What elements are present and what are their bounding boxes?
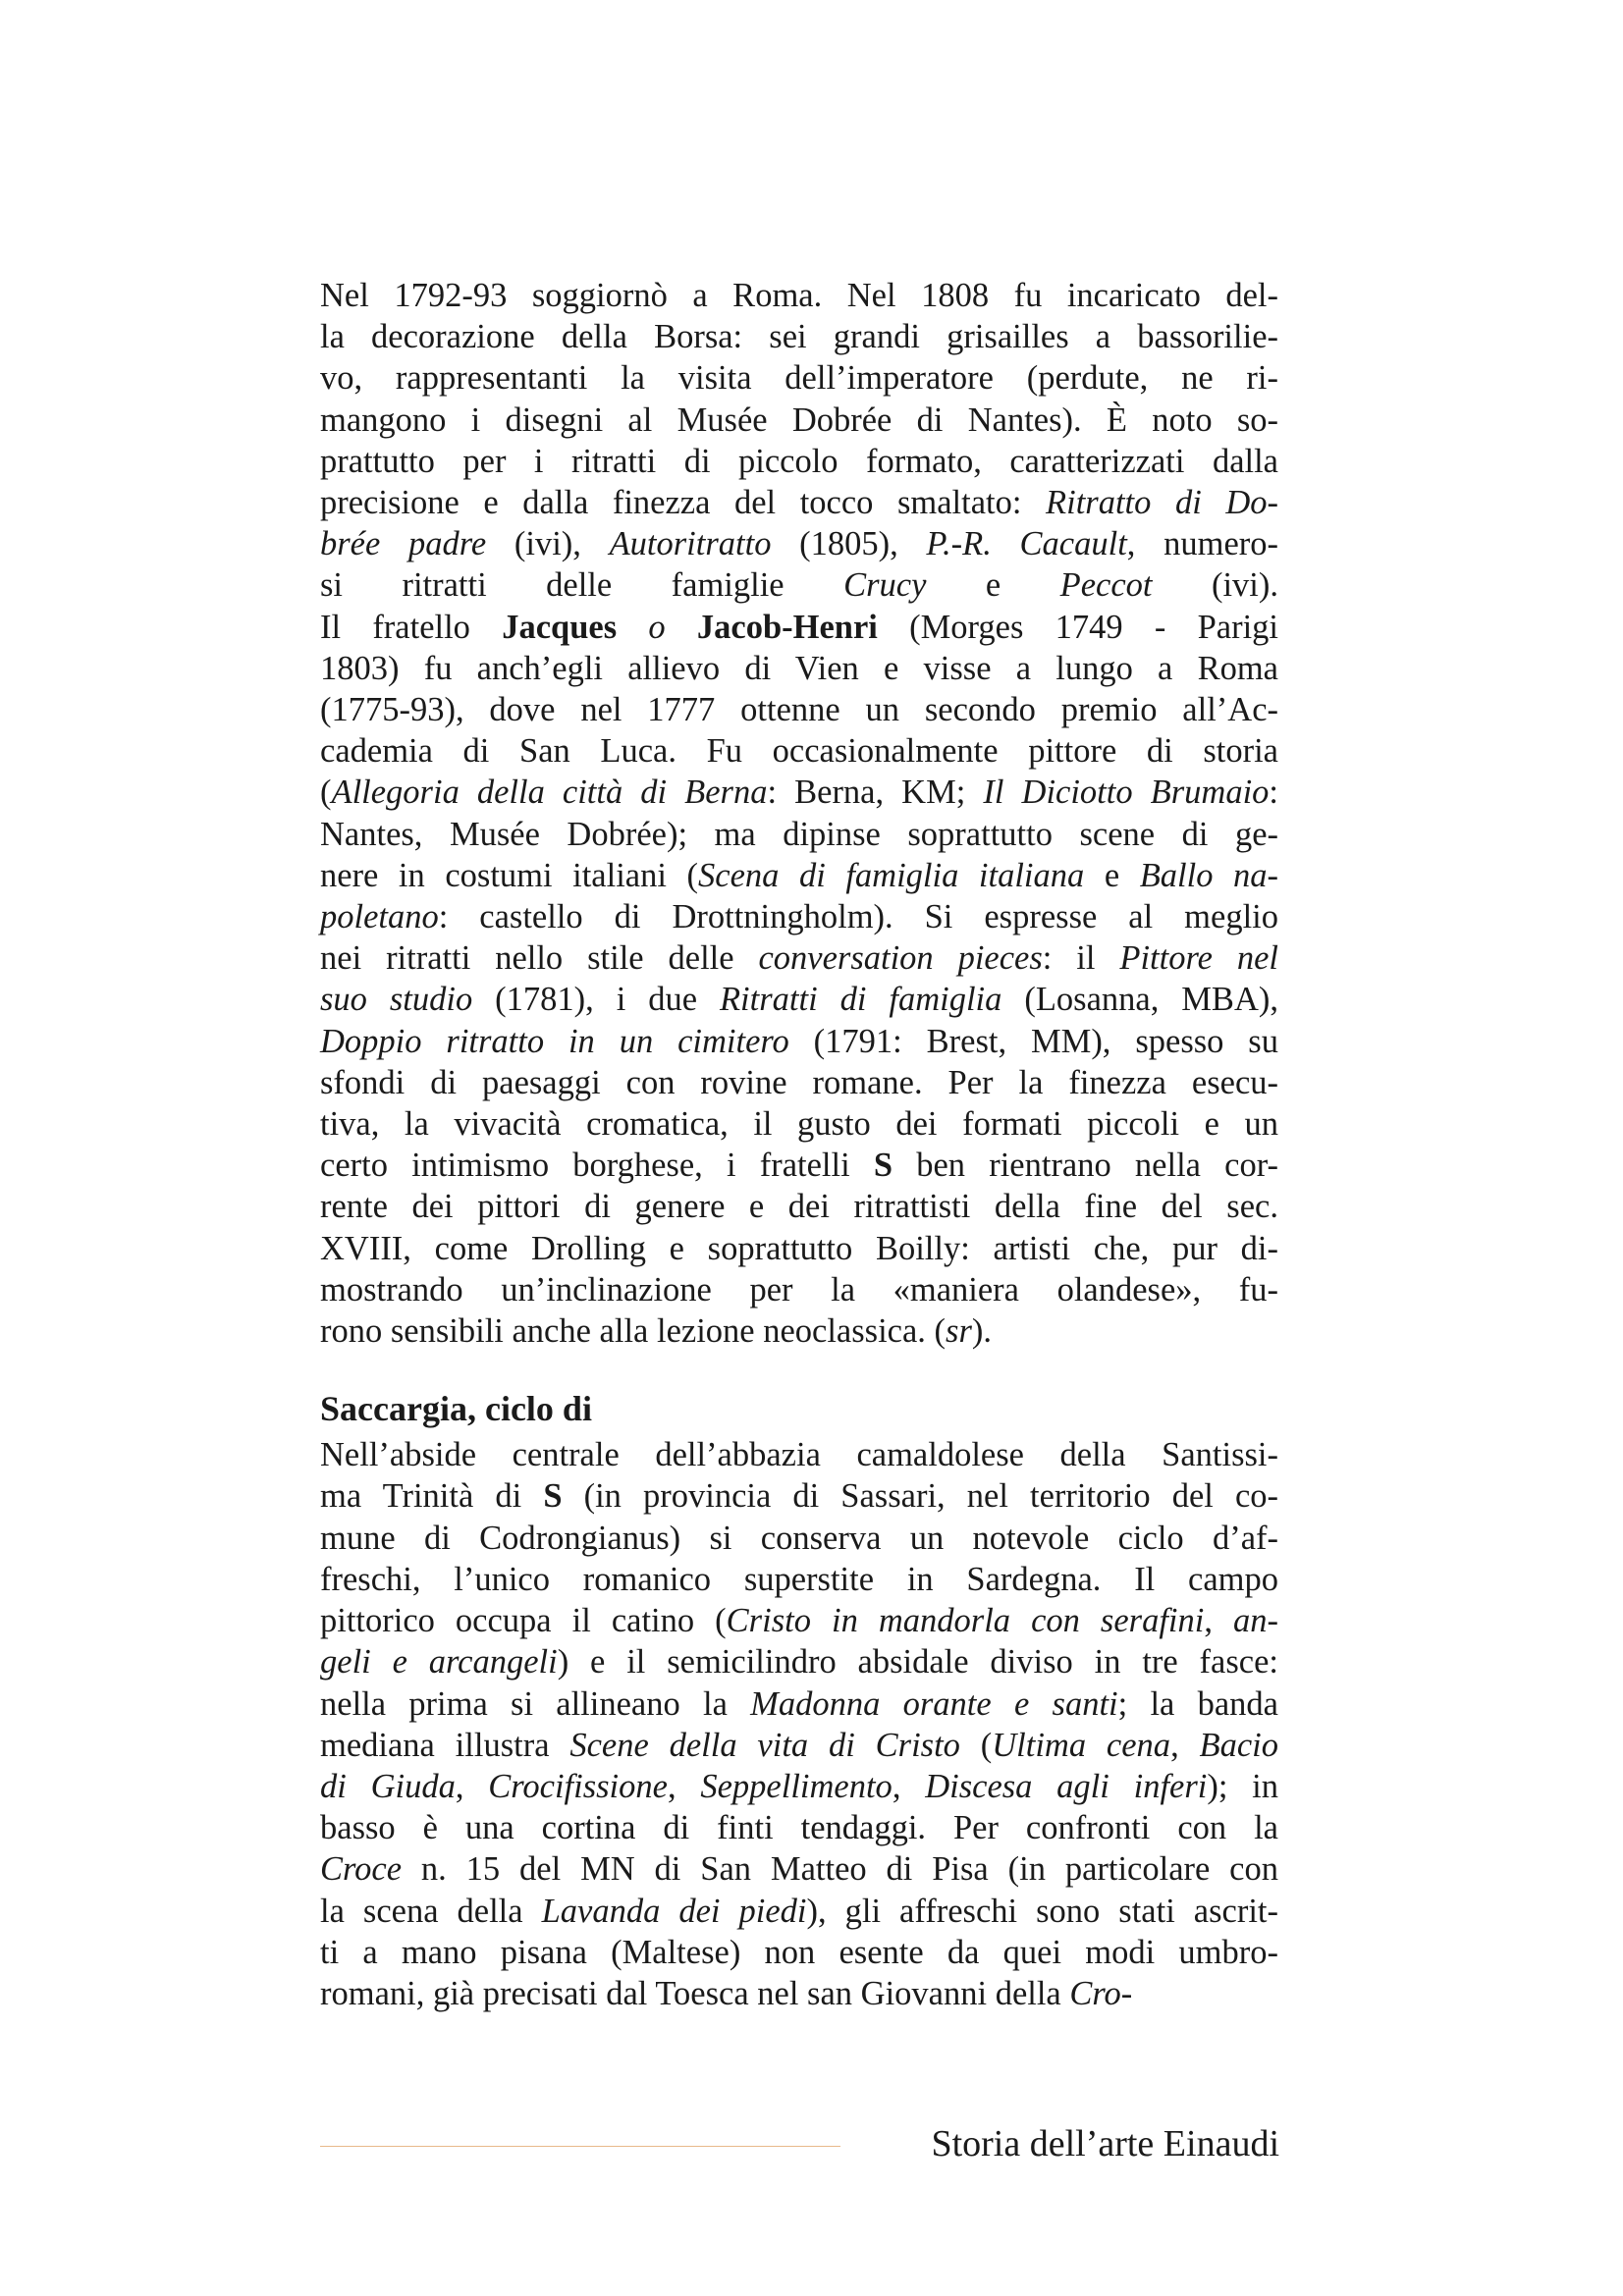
text-column xyxy=(320,275,1278,2014)
entry2-line: ma Trinità di S (in provincia di Sassari, nel territorio del co- xyxy=(320,1477,1279,1516)
entry1-line: prattutto per i ritratti di piccolo formato, caratterizzati dalla xyxy=(320,442,1278,480)
entry2-line: romani, già precisati dal Toesca nel san Giovanni della Cro- xyxy=(320,1974,1133,2012)
entry1-line: vo, rappresentanti la visita dell’imperatore (perdute, ne ri- xyxy=(320,359,1278,398)
entry1-line: Nantes, Musée Dobrée); ma dipinse soprattutto scene di ge- xyxy=(320,815,1278,853)
entry1-line: la decorazione della Borsa: sei grandi grisailles a bassorilie- xyxy=(320,318,1278,356)
entry1-line: Il fratello Jacques o Jacob-Henri (Morges 1749 - Parigi xyxy=(320,608,1279,646)
entry1-line: certo intimismo borghese, i fratelli S ben rientrano nella cor- xyxy=(320,1147,1278,1185)
footer-rule xyxy=(320,2146,840,2147)
entry1-line: nei ritratti nello stile delle conversation pieces: il Pittore nel xyxy=(320,939,1278,978)
entry1-line: suo studio (1781), i due Ritratti di famiglia (Losanna, MBA), xyxy=(320,981,1278,1019)
entry1-line: poletano: castello di Drottningholm). Si espresse al meglio xyxy=(320,898,1278,936)
entry2-line: mediana illustra Scene della vita di Cristo (Ultima cena, Bacio xyxy=(320,1726,1278,1764)
entry2-line: nella prima si allineano la Madonna orante e santi; la banda xyxy=(320,1684,1278,1723)
entry-body-sablet xyxy=(320,275,1278,1352)
entry1-line: rente dei pittori di genere e dei ritrattisti della fine del sec. xyxy=(320,1188,1278,1226)
entry2-line: di Giuda, Crocifissione, Seppellimento, Discesa agli inferi); in xyxy=(320,1767,1279,1805)
entry2-line: geli e arcangeli) e il semicilindro absidale diviso in tre fasce: xyxy=(320,1643,1278,1682)
entry1-line: (Allegoria della città di Berna: Berna, KM; Il Diciotto Brumaio: xyxy=(320,774,1278,812)
entry1-line: cademia di San Luca. Fu occasionalmente pittore di storia xyxy=(320,732,1278,771)
entry2-line: ti a mano pisana (Maltese) non esente da quei modi umbro- xyxy=(320,1933,1278,1971)
entry2-line: basso è una cortina di finti tendaggi. Per confronti con la xyxy=(320,1809,1278,1847)
entry1-line: brée padre (ivi), Autoritratto (1805), P.-R. Cacault, numero- xyxy=(320,525,1278,563)
entry2-line: freschi, l’unico romanico superstite in Sardegna. Il campo xyxy=(320,1560,1278,1598)
entry1-line: mangono i disegni al Musée Dobrée di Nantes). È noto so- xyxy=(320,400,1278,439)
entry2-line: Croce n. 15 del MN di San Matteo di Pisa (in particolare con xyxy=(320,1850,1278,1889)
entry1-line: si ritratti delle famiglie Crucy e Peccot (ivi). xyxy=(320,566,1278,605)
entry1-line: mostrando un’inclinazione per la «maniera olandese», fu- xyxy=(320,1270,1278,1308)
entry1-line: nere in costumi italiani (Scena di famiglia italiana e Ballo na- xyxy=(320,856,1279,894)
entry-body-saccargia xyxy=(320,1434,1278,2014)
entry1-line: rono sensibili anche alla lezione neoclassica. (sr). xyxy=(320,1312,993,1351)
entry1-line: Nel 1792-93 soggiornò a Roma. Nel 1808 fu incaricato del- xyxy=(320,277,1278,314)
entry1-line: XVIII, come Drolling e soprattutto Boilly: artisti che, pur di- xyxy=(320,1229,1278,1267)
entry1-line: 1803) fu anch’egli allievo di Vien e visse a lungo a Roma xyxy=(320,649,1278,687)
entry2-line: pittorico occupa il catino (Cristo in mandorla con serafini, an- xyxy=(320,1602,1279,1640)
entry1-line: precisione e dalla finezza del tocco smaltato: Ritratto di Do- xyxy=(320,484,1278,522)
entry1-line: sfondi di paesaggi con rovine romane. Per la finezza esecu- xyxy=(320,1063,1278,1101)
entry-heading-saccargia: Saccargia, ciclo di xyxy=(320,1389,592,1429)
entry1-line: (1775-93), dove nel 1777 ottenne un secondo premio all’Ac- xyxy=(320,691,1278,729)
footer-title: Storia dell’arte Einaudi xyxy=(931,2123,1279,2164)
entry1-line: tiva, la vivacità cromatica, il gusto dei formati piccoli e un xyxy=(320,1105,1278,1144)
entry2-line: Nell’abside centrale dell’abbazia camaldolese della Santissi- xyxy=(320,1436,1278,1474)
entry1-line: Doppio ritratto in un cimitero (1791: Brest, MM), spesso su xyxy=(320,1022,1278,1060)
entry2-line: mune di Codrongianus) si conserva un notevole ciclo d’af- xyxy=(320,1519,1278,1557)
entry2-line: la scena della Lavanda dei piedi), gli affreschi sono stati ascrit- xyxy=(320,1892,1278,1930)
